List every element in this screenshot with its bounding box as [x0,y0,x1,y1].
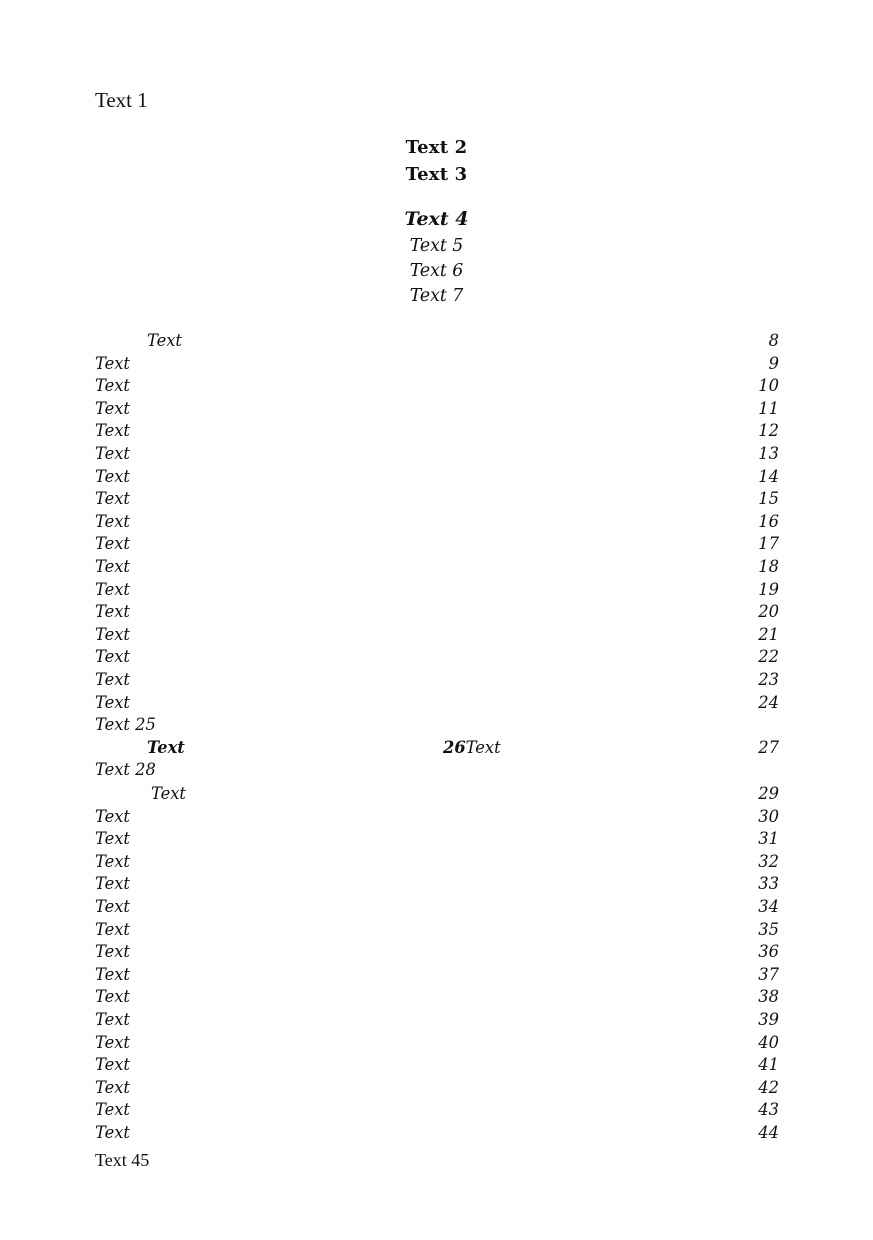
affiliation-line: Text 7 [409,286,464,306]
keywords-line [95,737,779,760]
abstract-line: Text 12 [95,421,779,441]
abstract-line: Text 14 [95,466,779,486]
abstract-line: Text 42 [95,1077,779,1097]
abstract-line: Text 24 [95,692,779,712]
abstract-line: Text 34 [95,896,779,916]
abstract-line: Text 15 [95,489,779,509]
abstract-line: Text 29 [151,784,779,803]
keywords-text: Text 27 [465,737,779,757]
abstract-line: Text 17 [95,534,779,554]
abstract-line: Text 10 [95,376,779,396]
abstract-line: Text 13 [95,443,779,463]
abstract-line: Text 8 [147,331,779,350]
abstract-line: Text 25 [95,715,156,735]
abstract-line: Text 44 [95,1122,779,1142]
page-number: Text 45 [95,1150,150,1170]
abstract-line: Text 35 [95,919,779,939]
abstract-line: Text 20 [95,602,779,622]
abstract-line: Text 41 [95,1055,779,1075]
abstract-line: Text 23 [95,669,779,689]
abstract-line: Text 22 [95,647,779,667]
abstract-line: Text 21 [95,624,779,644]
affiliation-line: Text 5 [409,236,464,256]
abstract-line: Text 33 [95,874,779,894]
author-affiliation [88,234,785,309]
abstract-line: Text 32 [95,851,779,871]
abstract-line: Text 9 [95,353,779,373]
abstract-line: Text 16 [95,511,779,531]
affiliation-line: Text 6 [409,261,464,281]
udk-code: Text 1 [95,88,148,112]
abstract-line: Text 36 [95,942,779,962]
abstract-line: Text 18 [95,556,779,576]
article-title [88,134,785,188]
abstract-line: Text 19 [95,579,779,599]
abstract-line: Text 31 [95,829,779,849]
abstract-english [95,783,779,1145]
abstract-line: Text 43 [95,1100,779,1120]
keywords-label: Text 26 [147,737,466,757]
abstract-line: Text 37 [95,964,779,984]
abstract-ukrainian [95,330,779,782]
abstract-line: Text 39 [95,1009,779,1029]
abstract-line: Text 40 [95,1032,779,1052]
author-name: Text 4 [404,208,469,230]
abstract-line: Text 30 [95,806,779,826]
keywords-line: Text 28 [95,760,156,780]
title-line: Text 2 [405,137,468,158]
title-line: Text 3 [405,164,468,185]
abstract-line: Text 38 [95,987,779,1007]
abstract-line: Text 11 [95,398,779,418]
